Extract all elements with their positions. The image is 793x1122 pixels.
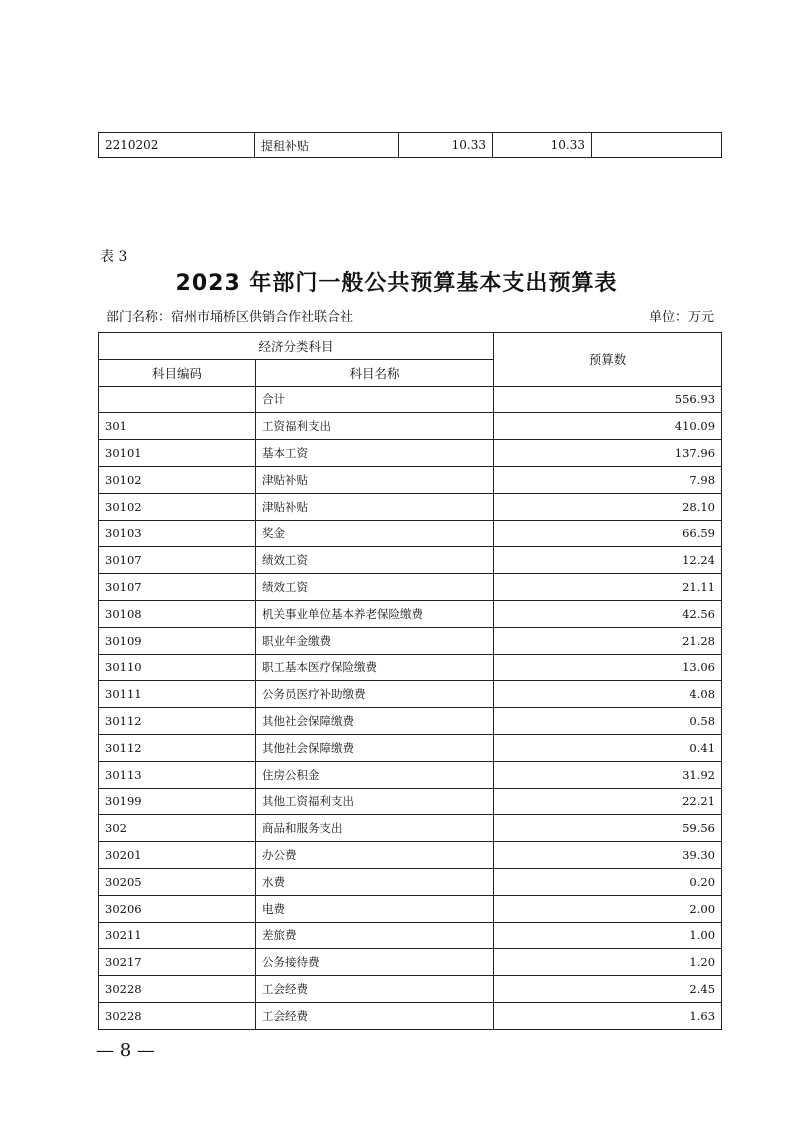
code-cell: 30201	[99, 842, 256, 869]
table-row	[99, 949, 722, 976]
amount-cell: 39.30	[494, 842, 722, 869]
name-cell: 公务员医疗补助缴费	[256, 681, 494, 708]
name-cell: 职业年金缴费	[256, 627, 494, 654]
name-cell: 商品和服务支出	[256, 815, 494, 842]
header-code: 科目编码	[99, 359, 256, 386]
table-row	[99, 976, 722, 1003]
table-row	[99, 788, 722, 815]
name-cell: 公务接待费	[256, 949, 494, 976]
table-row	[99, 413, 722, 440]
amount-cell: 4.08	[494, 681, 722, 708]
header-row	[99, 333, 722, 360]
name-cell: 基本工资	[256, 440, 494, 467]
code-cell: 30217	[99, 949, 256, 976]
name-cell: 津贴补贴	[256, 493, 494, 520]
name-cell: 其他工资福利支出	[256, 788, 494, 815]
amount-cell: 22.21	[494, 788, 722, 815]
table-row	[99, 922, 722, 949]
name-cell: 机关事业单位基本养老保险缴费	[256, 600, 494, 627]
code-cell: 30205	[99, 868, 256, 895]
amount-cell: 1.20	[494, 949, 722, 976]
code-cell: 30228	[99, 1002, 256, 1029]
amount-cell: 2.00	[494, 895, 722, 922]
budget-table	[98, 332, 722, 1030]
table-row	[99, 133, 722, 158]
table-row	[99, 520, 722, 547]
header-group: 经济分类科目	[99, 333, 494, 360]
amount-cell: 21.28	[494, 627, 722, 654]
code-cell: 30102	[99, 466, 256, 493]
header-amount: 预算数	[494, 333, 722, 387]
amount-cell: 0.41	[494, 734, 722, 761]
page-title: 2023 年部门一般公共预算基本支出预算表	[175, 271, 618, 296]
name-cell: 其他社会保障缴费	[256, 734, 494, 761]
table-row	[99, 466, 722, 493]
amount-cell: 10.33	[399, 133, 493, 158]
code-cell: 30102	[99, 493, 256, 520]
name-cell: 奖金	[256, 520, 494, 547]
amount-cell: 42.56	[494, 600, 722, 627]
code-cell: 30103	[99, 520, 256, 547]
name-cell: 提租补贴	[255, 133, 399, 158]
code-cell: 30111	[99, 681, 256, 708]
amount-cell: 1.00	[494, 922, 722, 949]
amount-cell: 66.59	[494, 520, 722, 547]
name-cell: 其他社会保障缴费	[256, 708, 494, 735]
name-cell: 电费	[256, 895, 494, 922]
meta-line	[106, 306, 714, 325]
name-cell: 水费	[256, 868, 494, 895]
amount-cell: 137.96	[494, 440, 722, 467]
name-cell: 工资福利支出	[256, 413, 494, 440]
code-cell: 30108	[99, 600, 256, 627]
table-row	[99, 654, 722, 681]
code-cell: 30109	[99, 627, 256, 654]
code-cell: 301	[99, 413, 256, 440]
amount-cell: 21.11	[494, 574, 722, 601]
table-row	[99, 761, 722, 788]
department-name: 部门名称：宿州市埇桥区供销合作社联合社	[106, 310, 354, 325]
amount-cell: 10.33	[493, 133, 592, 158]
table-row	[99, 681, 722, 708]
table-body	[99, 386, 722, 1029]
table-row	[99, 1002, 722, 1029]
table-row	[99, 708, 722, 735]
table-row	[99, 815, 722, 842]
code-cell: 30228	[99, 976, 256, 1003]
code-cell: 30211	[99, 922, 256, 949]
code-cell: 30110	[99, 654, 256, 681]
amount-cell: 556.93	[494, 386, 722, 413]
table-row	[99, 627, 722, 654]
code-cell	[99, 386, 256, 413]
table-row	[99, 868, 722, 895]
name-cell: 差旅费	[256, 922, 494, 949]
name-cell: 绩效工资	[256, 574, 494, 601]
table-row	[99, 895, 722, 922]
code-cell: 30113	[99, 761, 256, 788]
amount-cell: 28.10	[494, 493, 722, 520]
amount-cell: 410.09	[494, 413, 722, 440]
name-cell: 合计	[256, 386, 494, 413]
amount-cell: 0.58	[494, 708, 722, 735]
page-number: — 8 —	[96, 1040, 155, 1061]
amount-cell: 0.20	[494, 868, 722, 895]
amount-cell: 7.98	[494, 466, 722, 493]
code-cell: 302	[99, 815, 256, 842]
code-cell: 30107	[99, 547, 256, 574]
table-row	[99, 440, 722, 467]
table-row	[99, 547, 722, 574]
code-cell: 30107	[99, 574, 256, 601]
amount-cell: 13.06	[494, 654, 722, 681]
name-cell: 职工基本医疗保险缴费	[256, 654, 494, 681]
table-row	[99, 842, 722, 869]
table-row	[99, 734, 722, 761]
amount-cell: 2.45	[494, 976, 722, 1003]
table-row	[99, 600, 722, 627]
name-cell: 绩效工资	[256, 547, 494, 574]
name-cell: 津贴补贴	[256, 466, 494, 493]
amount-cell: 1.63	[494, 1002, 722, 1029]
code-cell: 30112	[99, 734, 256, 761]
amount-cell: 12.24	[494, 547, 722, 574]
table-row	[99, 574, 722, 601]
table-row	[99, 386, 722, 413]
previous-table-fragment	[98, 132, 722, 158]
code-cell: 30112	[99, 708, 256, 735]
amount-cell: 31.92	[494, 761, 722, 788]
code-cell: 30199	[99, 788, 256, 815]
name-cell: 工会经费	[256, 1002, 494, 1029]
code-cell: 30101	[99, 440, 256, 467]
amount-cell: 59.56	[494, 815, 722, 842]
unit-label: 单位：万元	[648, 310, 714, 325]
name-cell: 住房公积金	[256, 761, 494, 788]
code-cell: 30206	[99, 895, 256, 922]
amount-cell	[592, 133, 722, 158]
name-cell: 办公费	[256, 842, 494, 869]
table-label: 表 3	[100, 249, 128, 265]
name-cell: 工会经费	[256, 976, 494, 1003]
code-cell: 2210202	[99, 133, 255, 158]
header-name: 科目名称	[256, 359, 494, 386]
table-row	[99, 493, 722, 520]
